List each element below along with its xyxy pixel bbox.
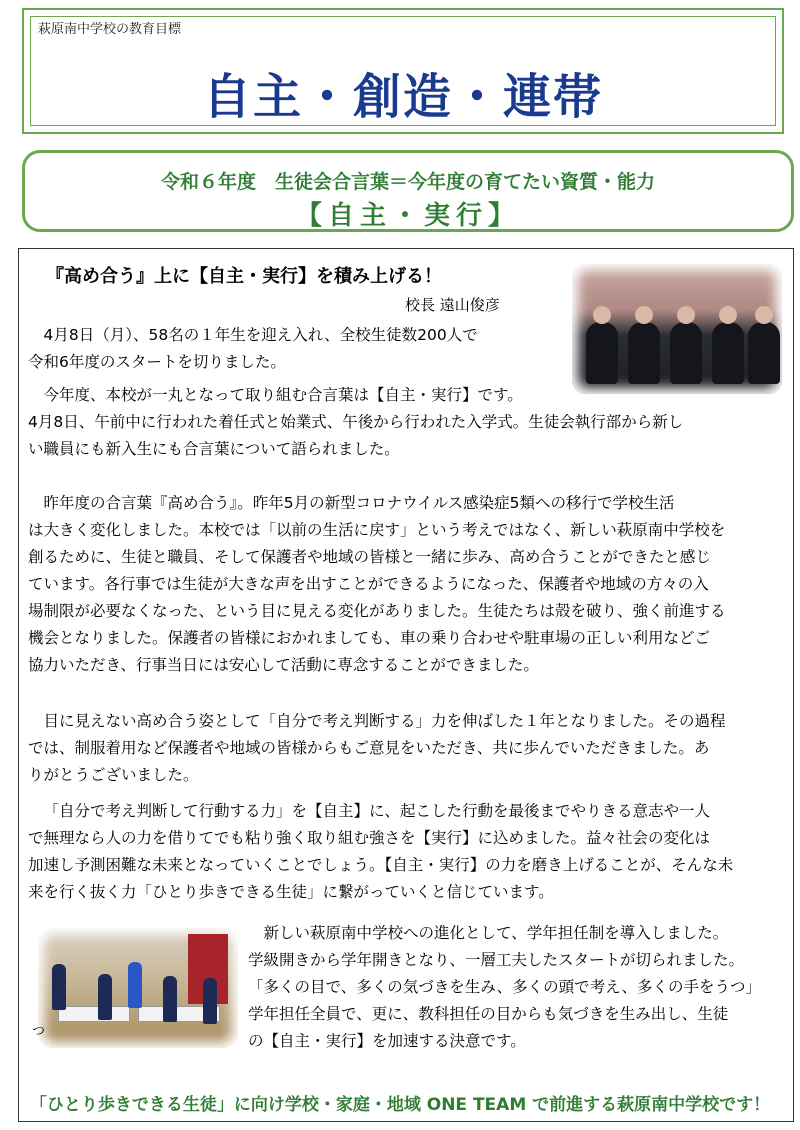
text-line: 機会となりました。保護者の皆様におかれましても、車の乗り合わせや駐車場の正しい利用などご <box>28 629 711 647</box>
text-line: 昨年度の合言葉『高め合う』。昨年5月の新型コロナウイルス感染症5類への移行で学校生活 <box>43 494 675 512</box>
photo-face <box>719 306 737 324</box>
photo-figure <box>712 322 744 384</box>
stray-mark: つ <box>32 1024 46 1039</box>
photo-figure <box>163 976 177 1022</box>
photo-figure <box>748 322 780 384</box>
text-line: 目に見えない高め合う姿として「自分で考え判断する」力を伸ばした１年となりました。その過程 <box>43 712 726 730</box>
text-line: い職員にも新入生にも合言葉について語られました。 <box>28 440 400 458</box>
text-line: で無理なら人の力を借りてでも粘り強く取り組む強さを【実行】に込めました。益々社会の変化は <box>28 829 711 847</box>
motto-line-2: 【自主・実行】 <box>295 201 520 231</box>
text-line: 令和6年度のスタートを切りました。 <box>28 353 286 371</box>
motto-line-1: 令和６年度 生徒会合言葉＝今年度の育てたい資質・能力 <box>160 171 655 193</box>
text-line: では、制服着用など保護者や地域の皆様からもご意見をいただき、共に歩んでいただきました。あ <box>28 739 710 757</box>
text-line: 「多くの目で、多くの気づきを生み、多くの頭で考え、多くの手をうつ」 <box>248 978 762 996</box>
intro-paragraph-1 <box>28 322 568 376</box>
text-line: 「自分で考え判断して行動する力」を【自主】に、起こした行動を最後までやりきる意志や一人 <box>43 802 711 820</box>
classroom-photo <box>38 928 238 1048</box>
text-line: 来を行く抜く力「ひとり歩きできる生徒」に繋がっていくと信じています。 <box>28 883 554 901</box>
text-line: ています。各行事では生徒が大きな声を出すことができるようになった、保護者や地域の方々の入 <box>28 575 709 593</box>
article-author: 校長 遠山俊彦 <box>405 296 500 314</box>
text-line: りがとうございました。 <box>28 766 199 784</box>
body-paragraph-2 <box>28 708 783 789</box>
text-line: 学年担任全員で、更に、教科担任の目からも気づきを生み出し、生徒 <box>248 1005 729 1023</box>
text-line: 創るために、生徒と職員、そして保護者や地域の皆様と一緒に歩み、高め合うことができたと感じ <box>28 548 711 566</box>
photo-figure <box>670 322 702 384</box>
text-line: 協力いただき、行事当日には安心して活動に専念することができました。 <box>28 656 539 674</box>
right-paragraph <box>248 920 783 1055</box>
ceremony-photo <box>572 264 782 394</box>
photo-face <box>677 306 695 324</box>
text-line: 4月8日、午前中に行われた着任式と始業式、午後から行われた入学式。生徒会執行部から新し <box>28 413 684 431</box>
body-paragraph-3 <box>28 798 783 906</box>
photo-face <box>593 306 611 324</box>
photo-figure <box>128 962 142 1008</box>
article-headline: 『高め合う』上に【自主・実行】を積み上げる！ <box>46 266 442 287</box>
footer-slogan: 「ひとり歩きできる生徒」に向け学校・家庭・地域 ONE TEAM で前進する萩原南中学校です！ <box>29 1095 771 1115</box>
text-line: 新しい萩原南中学校への進化として、学年担任制を導入しました。 <box>263 924 729 942</box>
intro-paragraph-2 <box>28 382 783 463</box>
text-line: 学級開きから学年開きとなり、一層工夫したスタートが切られました。 <box>248 951 745 969</box>
school-goal-label: 萩原南中学校の教育目標 <box>38 22 182 37</box>
text-line: 加速し予測困難な未来となっていくことでしょう。【自主・実行】の力を磨き上げることが、そんな未 <box>28 856 734 874</box>
photo-figure <box>586 322 618 384</box>
goal-header-box <box>22 8 784 134</box>
goal-title: 自主・創造・連帯 <box>202 69 603 125</box>
photo-figure <box>203 978 217 1024</box>
photo-figure <box>98 974 112 1020</box>
photo-figure <box>52 964 66 1010</box>
text-line: 場制限が必要なくなった、という目に見える変化がありました。生徒たちは殻を破り、強く前進する <box>28 602 726 620</box>
motto-box <box>22 150 794 232</box>
text-line: 4月8日（月）、58名の１年生を迎え入れ、全校生徒数200人で <box>43 326 478 344</box>
photo-desk <box>58 1006 130 1022</box>
photo-face <box>755 306 773 324</box>
photo-face <box>635 306 653 324</box>
text-line: 今年度、本校が一丸となって取り組む合言葉は【自主・実行】です。 <box>43 386 523 404</box>
photo-figure <box>628 322 660 384</box>
body-paragraph-1 <box>28 490 783 679</box>
text-line: の【自主・実行】を加速する決意です。 <box>248 1032 526 1050</box>
text-line: は大きく変化しました。本校では「以前の生活に戻す」という考えではなく、新しい萩原南中学校を <box>28 521 726 539</box>
